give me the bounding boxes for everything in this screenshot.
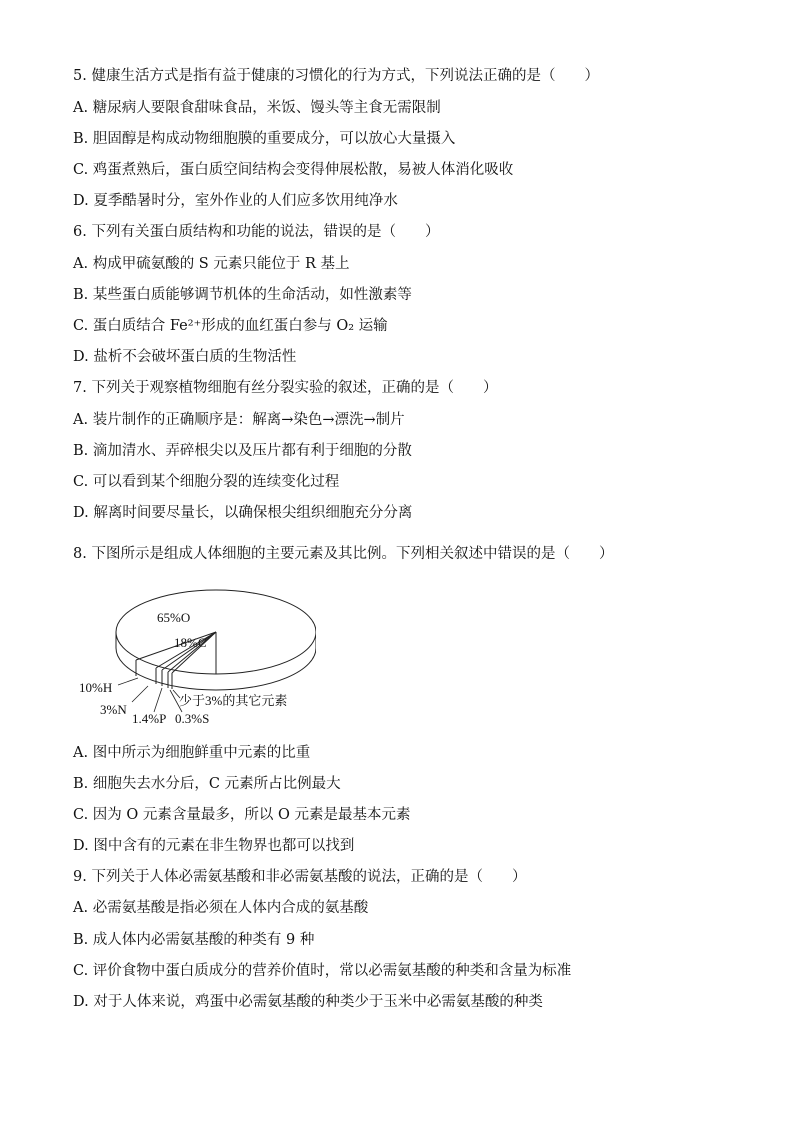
question-5-option-b: B. 胆固醇是构成动物细胞膜的重要成分，可以放心大量摄入 <box>73 131 456 147</box>
question-8-stem: 8. 下图所示是组成人体细胞的主要元素及其比例。下列相关叙述中错误的是（ ） <box>73 546 614 562</box>
question-8-option-d: D. 图中含有的元素在非生物界也都可以找到 <box>73 838 355 854</box>
question-6-option-b: B. 某些蛋白质能够调节机体的生命活动，如性激素等 <box>73 287 412 303</box>
question-7-option-b: B. 滴加清水、弄碎根尖以及压片都有利于细胞的分散 <box>73 443 412 459</box>
question-5-stem: 5. 健康生活方式是指有益于健康的习惯化的行为方式，下列说法正确的是（ ） <box>73 68 599 84</box>
question-7-option-d: D. 解离时间要尽量长，以确保根尖组织细胞充分分离 <box>73 505 413 521</box>
question-5-option-d: D. 夏季酷暑时分，室外作业的人们应多饮用纯净水 <box>73 193 398 209</box>
question-7-stem: 7. 下列关于观察植物细胞有丝分裂实验的叙述，正确的是（ ） <box>73 380 498 396</box>
question-9-stem: 9. 下列关于人体必需氨基酸和非必需氨基酸的说法，正确的是（ ） <box>73 869 527 885</box>
question-6-option-c: C. 蛋白质结合 Fe²⁺形成的血红蛋白参与 O₂ 运输 <box>73 318 388 334</box>
question-5-option-a: A. 糖尿病人要限食甜味食品，米饭、馒头等主食无需限制 <box>73 100 441 116</box>
question-6-stem: 6. 下列有关蛋白质结构和功能的说法，错误的是（ ） <box>73 224 440 240</box>
label-nitrogen: 3%N <box>100 702 127 717</box>
element-proportion-pie-figure <box>76 580 316 730</box>
question-8-option-c: C. 因为 O 元素含量最多，所以 O 元素是最基本元素 <box>73 807 411 823</box>
question-6-option-d: D. 盐析不会破坏蛋白质的生物活性 <box>73 349 297 365</box>
question-7-option-a: A. 装片制作的正确顺序是：解离→染色→漂洗→制片 <box>73 412 405 428</box>
label-sulfur: 0.3%S <box>175 711 210 726</box>
label-hydrogen: 10%H <box>79 680 113 695</box>
question-8-option-b: B. 细胞失去水分后，C 元素所占比例最大 <box>73 776 341 792</box>
label-carbon: 18%C <box>174 635 207 650</box>
question-9-option-c: C. 评价食物中蛋白质成分的营养价值时，常以必需氨基酸的种类和含量为标准 <box>73 963 572 979</box>
question-9-option-d: D. 对于人体来说，鸡蛋中必需氨基酸的种类少于玉米中必需氨基酸的种类 <box>73 994 543 1010</box>
question-9-option-a: A. 必需氨基酸是指必须在人体内合成的氨基酸 <box>73 900 369 916</box>
question-7-option-c: C. 可以看到某个细胞分裂的连续变化过程 <box>73 474 340 490</box>
question-9-option-b: B. 成人体内必需氨基酸的种类有 9 种 <box>73 932 315 948</box>
question-5-option-c: C. 鸡蛋煮熟后，蛋白质空间结构会变得伸展松散，易被人体消化吸收 <box>73 162 514 178</box>
label-other-elements: 少于3%的其它元素 <box>179 693 288 708</box>
label-oxygen: 65%O <box>157 610 191 625</box>
leader-n <box>132 686 148 702</box>
question-6-option-a: A. 构成甲硫氨酸的 S 元素只能位于 R 基上 <box>73 256 350 272</box>
leader-p <box>154 688 162 712</box>
leader-h <box>118 678 138 685</box>
question-8-option-a: A. 图中所示为细胞鲜重中元素的比重 <box>73 745 311 761</box>
label-phosphorus: 1.4%P <box>132 711 167 726</box>
